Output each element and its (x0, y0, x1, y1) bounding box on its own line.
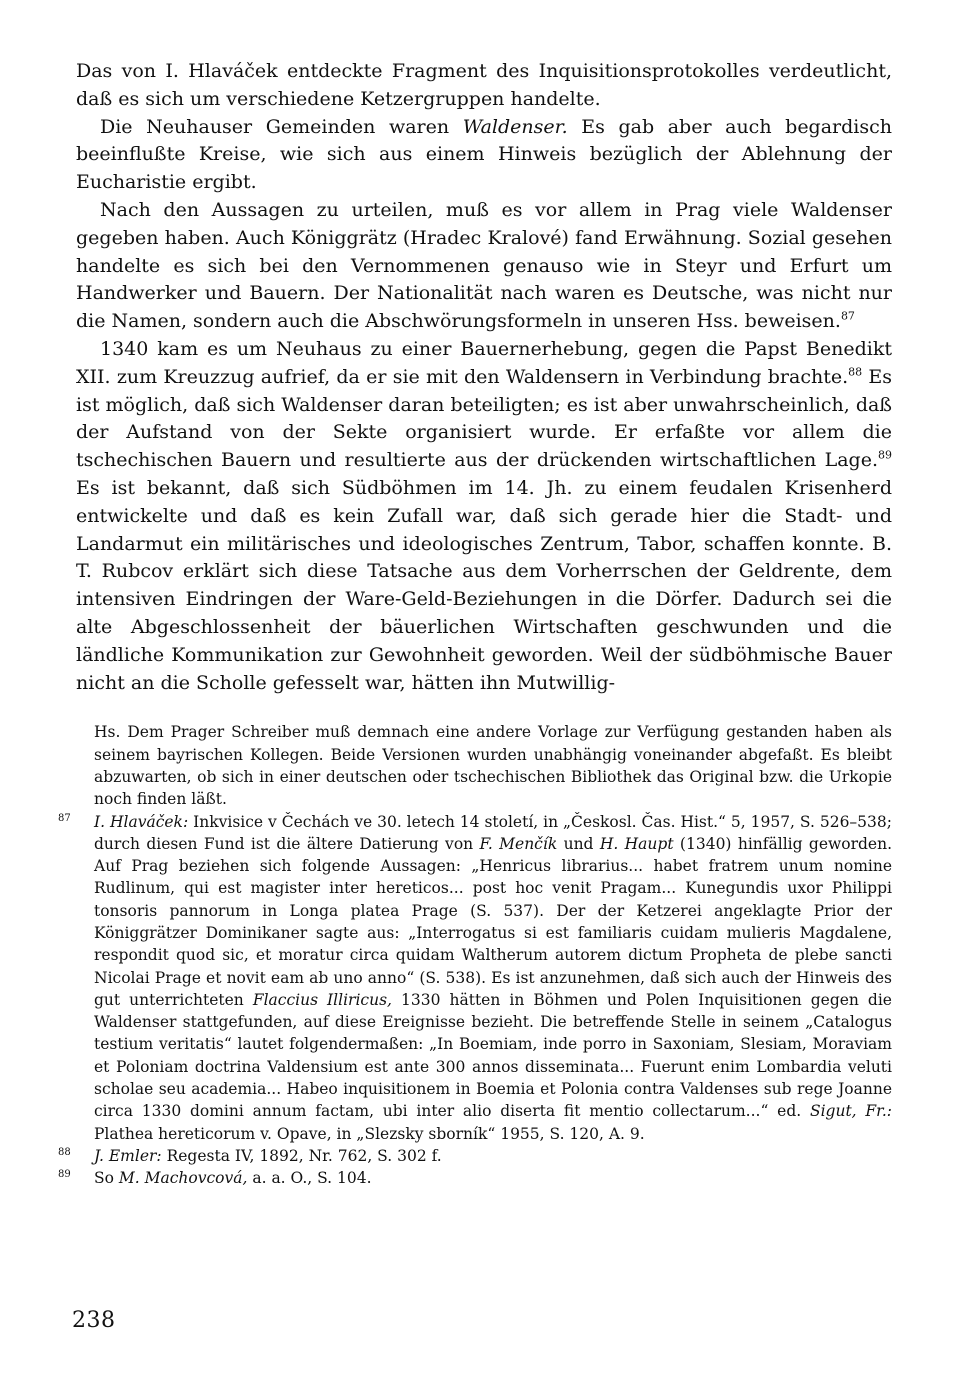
page-number: 238 (72, 1308, 116, 1333)
paragraph-2-text-a: Die Neuhauser Gemeinden waren (100, 115, 463, 138)
footnote-87-number: 87 (58, 812, 71, 824)
paragraph-4-text-a: 1340 kam es um Neuhaus zu einer Bauernerhebung, gegen die Papst Benedikt XII. zum Kreuzzug aufrief, da er sie mit den Waldensern in Verbindung brachte. (76, 337, 892, 388)
main-text (76, 58, 892, 697)
footnote-88 (58, 1145, 892, 1167)
footnote-88-author: J. Emler: (94, 1146, 162, 1165)
paragraph-4-text-b: Es ist möglich, daß sich Waldenser daran beteiligten; es ist aber unwahrscheinlich, daß der Aufstand von der Sekte organisiert wurde. Er erfaßte vor allem die tschechischen Bauern und resultierte aus der drückenden wirtschaftlichen Lage. (76, 365, 892, 472)
footnote-87-text-c: 1330 hätten in Böhmen und Polen Inquisitionen gegen die Waldenser stattgefunden, auf diese Ereignisse bezieht. Die betreffende Stelle in seinem „Catalogus testium veritatis“ lautet folgendermaßen: „In Boemiam, inde porro in Saxoniam, Slesiam, Moraviam et Poloniam doctrina Valdensium est ante 300 annos disseminata... Fuerunt enim Lombardia veluti scholae seu academia... Habeo inquisitionem in Boemia et Polonia contra Valdenses sub rege Joanne circa 1330 domini annum factam, ubi inter alio diserta fit mentio collectarum...“ ed. (94, 990, 892, 1121)
footnote-87-author-5: Sigut, Fr.: (809, 1102, 892, 1121)
paragraph-3-text: Nach den Aussagen zu urteilen, muß es vor allem in Prag viele Waldenser gegeben haben. Auch Königgrätz (Hradec Kralové) fand Erwähnung. Sozial gesehen handelte es sich bei den Vernommenen genauso wie in Steyr und Erfurt um Handwerker und Bauern. Der Nationalität nach waren es Deutsche, was nicht nur die Namen, sondern auch die Abschwörungsformeln in unseren Hss. beweisen. (76, 198, 892, 333)
paragraph-2-text-b: Es gab aber auch begardisch beeinflußte Kreise, wie sich aus einem Hinweis bezüglich der Ablehnung der Eucharistie ergibt. (76, 115, 893, 194)
paragraph-4 (76, 336, 892, 697)
footnote-87-and: und (557, 834, 600, 853)
footnote-87 (58, 811, 893, 1145)
footnote-ref-88: 88 (848, 365, 863, 379)
footnote-89-text-b: a. a. O., S. 104. (247, 1169, 372, 1188)
footnote-ref-87: 87 (840, 309, 855, 323)
footnote-continuation (76, 721, 892, 810)
footnote-88-number: 88 (58, 1146, 71, 1158)
paragraph-1 (76, 58, 892, 114)
footnote-89-number: 89 (58, 1169, 71, 1181)
footnote-87-author-3: H. Haupt (599, 834, 674, 853)
paragraph-2-italic: Waldenser. (462, 115, 568, 138)
footnote-87-author-4: Flaccius Illiricus, (252, 990, 392, 1009)
footnote-89-text-a: So (94, 1169, 119, 1188)
footnote-continuation-text: Hs. Dem Prager Schreiber muß demnach eine andere Vorlage zur Verfügung gestanden haben als seinem bayrischen Kollegen. Beide Versionen wurden unabhängig voneinander abgefaßt. Es bleibt abzuwarten, ob sich in einer deutschen oder tschechischen Bibliothek das Original bzw. die Urkopie noch finden läßt. (94, 723, 892, 809)
footnote-87-text-d: Plathea hereticorum v. Opave, in „Slezsky sborník“ 1955, S. 120, A. 9. (94, 1124, 645, 1143)
page (58, 58, 893, 1190)
paragraph-1-text: Das von I. Hlaváček entdeckte Fragment des Inquisitionsprotokolles verdeutlicht, daß es sich um verschiedene Ketzergruppen handelte. (76, 60, 892, 110)
footnote-88-text: Regesta IV, 1892, Nr. 762, S. 302 f. (161, 1146, 442, 1165)
footnotes (58, 721, 893, 1189)
footnote-89-author: M. Machovcová, (118, 1169, 248, 1188)
paragraph-2 (76, 114, 892, 197)
footnote-87-author: I. Hlaváček: (94, 812, 189, 831)
footnote-ref-89: 89 (878, 448, 892, 462)
paragraph-3 (76, 197, 892, 336)
footnote-89 (58, 1167, 892, 1189)
footnote-87-text-b: (1340) hinfällig geworden. Auf Prag beziehen sich folgende Aussagen: „Henricus librarius... habet fratrem unum nomine Rudlinum, qui est magister inter hereticos... post hoc venit Pragam... Kunegundis uxor Philippi tonsoris pannorum in Longa platea Prage (S. 537). Der der Ketzerei angeklagte Prior der Königgrätzer Dominikaner sagte aus: „Interrogatus si est familiaris cuidam mulieris Magdalene, respondit quod sic, et moratur circa quidam Waltherum autorem dictum Propheta de plebe sancti Nicolai Prage et novit eam ab uno anno“ (S. 538). Es ist anzunehmen, daß sich auch der Hinweis des gut unterrichteten (94, 834, 893, 1009)
paragraph-4-text-c: Es ist bekannt, daß sich Südböhmen im 14. Jh. zu einem feudalen Krisenherd entwickelte und daß es kein Zufall war, daß sich gerade hier die Stadt- und Landarmut ein militärisches und ideologisches Zentrum, Tabor, schaffen konnte. B. T. Rubcov erklärt sich diese Tatsache aus dem Vorherrschen der Geldrente, dem intensiven Eindringen der Ware-Geld-Beziehungen in die Dörfer. Dadurch sei die alte Abgeschlossenheit der bäuerlichen Wirtschaften geschwunden und die ländliche Kommunikation zur Gewohnheit geworden. Weil der südböhmische Bauer nicht an die Scholle gefesselt war, hätten ihn Mutwillig- (76, 476, 892, 694)
footnote-87-text-a: Inkvisice v Čechách ve 30. letech 14 století, in „Českosl. Čas. Hist.“ 5, 1957, S. 526–538; durch diesen Fund ist die ältere Datierung von (94, 812, 892, 853)
footnote-87-author-2: F. Menčík (479, 834, 558, 853)
